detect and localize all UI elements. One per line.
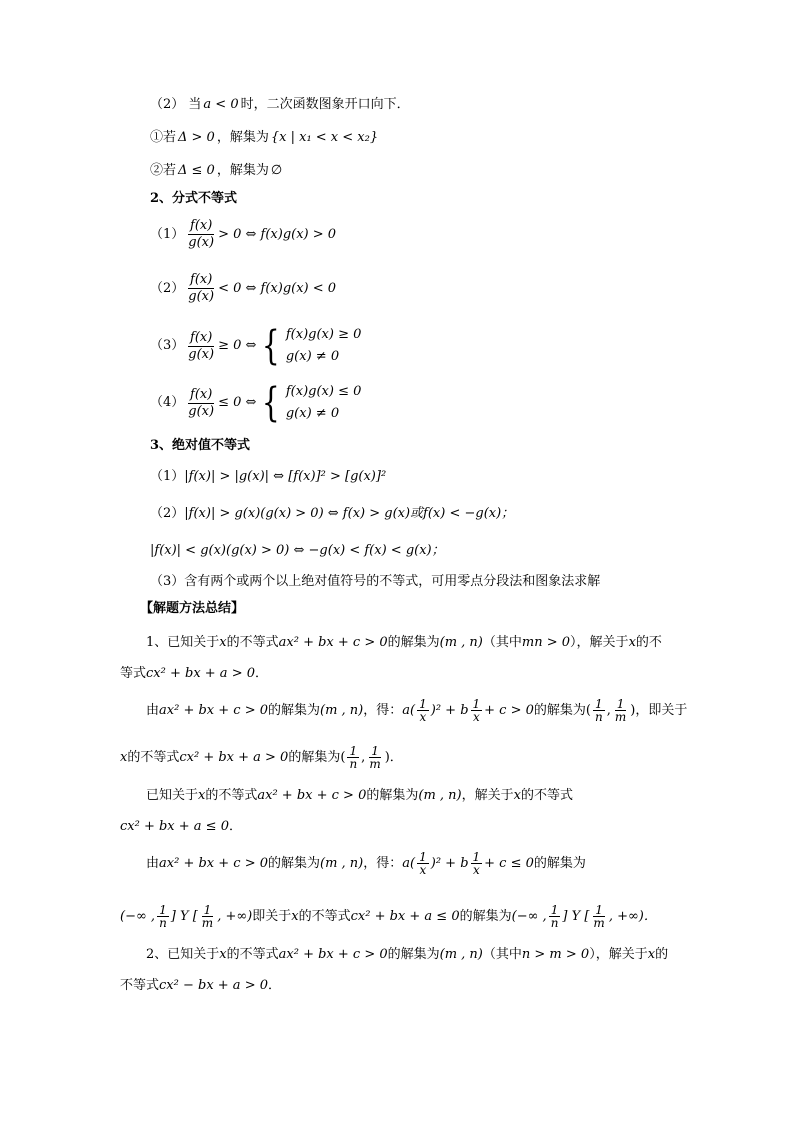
text: ．	[268, 978, 282, 993]
expression-part: a(	[402, 702, 416, 718]
interval-part: (−∞ ,	[511, 908, 547, 924]
denominator: m	[369, 757, 381, 771]
interval: (m , n)	[418, 788, 462, 803]
interval: (m , n)	[320, 855, 364, 871]
text: 不等式	[120, 978, 160, 993]
relation: ≥ 0 ⇔	[218, 338, 257, 353]
denominator: x	[472, 710, 480, 724]
denominator: n	[349, 757, 358, 771]
text: 的解集为	[387, 947, 440, 962]
text: ），解关于	[570, 635, 629, 650]
text: 的不等式	[226, 947, 279, 962]
text: 2、已知关于	[146, 947, 220, 962]
denominator: x	[472, 863, 480, 877]
var: x	[219, 947, 227, 962]
fraction	[186, 218, 216, 251]
numerator: f(x)	[190, 329, 213, 345]
section-heading-absolute	[150, 437, 250, 455]
system-row: f(x)g(x) ≥ 0	[285, 327, 362, 342]
absolute-inequality-3	[150, 573, 600, 591]
expression: ax² + bx + c > 0	[278, 947, 388, 962]
text: 的解集为	[268, 702, 321, 718]
solution-set: {x | x₁ < x < x₂}	[270, 130, 379, 145]
var: x	[219, 635, 227, 650]
condition: mn > 0	[521, 635, 571, 650]
text: 的不等式	[127, 749, 180, 765]
delta-nonpositive-line	[150, 162, 282, 180]
item-label: （2）	[150, 506, 185, 521]
fraction	[186, 387, 216, 420]
var: x	[628, 635, 636, 650]
empty-set: ∅	[270, 163, 283, 178]
interval-part: ] Y [	[562, 908, 590, 924]
text: ，即关于	[635, 702, 688, 718]
method-1-line-7	[146, 851, 586, 876]
fraction	[591, 904, 606, 929]
paren: )．	[384, 749, 403, 765]
item-label: ②若	[150, 163, 177, 178]
fraction	[593, 698, 605, 723]
denominator: g(x)	[188, 403, 215, 419]
expression: cx² + bx + a > 0	[179, 749, 289, 765]
expression: |f(x)| > |g(x)| ⇔ [f(x)]² > [g(x)]²	[184, 469, 387, 484]
numerator: f(x)	[190, 386, 213, 402]
denominator: x	[419, 863, 427, 877]
text: （3）含有两个或两个以上绝对值符号的不等式，可用零点分段法和图象法求解	[150, 574, 601, 589]
paren: (	[585, 702, 591, 718]
expression-part: + c > 0	[484, 702, 534, 718]
denominator: m	[593, 916, 605, 930]
numerator: f(x)	[190, 272, 213, 287]
var: x	[513, 788, 521, 803]
interval-part: , +∞)．	[608, 908, 657, 924]
text: 的解集为	[533, 855, 586, 871]
delta-condition: Δ > 0	[178, 130, 215, 145]
text: 的解集为	[387, 635, 440, 650]
case-2-line	[150, 96, 410, 114]
case-condition: a < 0	[203, 97, 239, 112]
text: 即关于	[252, 908, 292, 924]
text: 的	[655, 947, 669, 962]
numerator: 1	[371, 744, 379, 758]
method-1-line-2	[120, 665, 268, 683]
text: 由	[146, 855, 160, 871]
heading-text: 2、分式不等式	[150, 191, 238, 206]
text: 的不等式	[298, 908, 351, 924]
numerator: 1	[419, 850, 427, 864]
delta-condition: Δ ≤ 0	[178, 163, 215, 178]
item-text: ，解集为	[216, 130, 269, 145]
method-1-line-5	[146, 787, 573, 805]
relation: ≤ 0 ⇔	[218, 395, 257, 410]
expression: cx² + bx + a ≤ 0	[120, 819, 229, 834]
text: 的解集为	[288, 749, 341, 765]
numerator: f(x)	[190, 218, 213, 233]
numerator: 1	[419, 697, 427, 711]
text: 的不等式	[205, 788, 258, 803]
fraction	[186, 330, 216, 363]
denominator: n	[550, 916, 559, 930]
text: 等式	[120, 666, 147, 681]
item-label: （4）	[150, 395, 185, 410]
section-heading-methods	[140, 600, 244, 618]
left-brace-icon: {	[262, 323, 281, 369]
system-rows	[286, 324, 362, 368]
method-1-line-4	[120, 745, 403, 770]
interval-part: ] Y [	[170, 908, 198, 924]
system-row: f(x)g(x) ≤ 0	[285, 384, 362, 399]
text: ），解关于	[589, 947, 648, 962]
section-heading-fraction	[150, 190, 237, 208]
rhs: > 0 ⇔ f(x)g(x) > 0	[218, 226, 337, 242]
text: 1、已知关于	[146, 635, 220, 650]
fraction-inequality-3	[150, 324, 361, 368]
text: 由	[146, 702, 160, 718]
text: ，得：	[363, 855, 403, 871]
expression-part: )² + b	[430, 855, 469, 871]
left-brace-icon: {	[262, 380, 281, 426]
fraction	[417, 851, 429, 876]
method-1-line-3	[146, 698, 687, 723]
text: 的解集为	[533, 702, 586, 718]
paren: )	[630, 702, 636, 718]
numerator: 1	[472, 697, 481, 711]
method-2-line-2	[120, 977, 281, 995]
interval: (m , n)	[320, 702, 364, 718]
fraction	[471, 698, 483, 723]
text: 的不等式	[520, 788, 573, 803]
item-label: ①若	[150, 130, 177, 145]
var: x	[120, 749, 128, 765]
text: （其中	[482, 947, 522, 962]
rhs: < 0 ⇔ f(x)g(x) < 0	[218, 280, 337, 296]
expression-part: a(	[402, 855, 416, 871]
comma: ,	[361, 749, 366, 765]
fraction-inequality-1	[150, 218, 336, 251]
expression-part: + c ≤ 0	[484, 855, 534, 871]
item-label: （1）	[150, 469, 185, 484]
condition: n > m > 0	[521, 947, 590, 962]
text: 的解集为	[366, 788, 419, 803]
absolute-inequality-2b	[150, 542, 445, 560]
text: ．	[228, 819, 242, 834]
expression-part: )² + b	[430, 702, 469, 718]
denominator: n	[594, 710, 603, 724]
fraction	[200, 904, 215, 929]
fraction-inequality-4	[150, 381, 361, 425]
system-row: g(x) ≠ 0	[285, 349, 340, 364]
item-text: ，解集为	[216, 163, 269, 178]
fraction	[347, 745, 359, 770]
system-row: g(x) ≠ 0	[285, 406, 340, 421]
numerator: 1	[159, 903, 167, 917]
method-1-line-8	[120, 904, 657, 929]
delta-positive-line	[150, 129, 378, 147]
expression: cx² + bx + a > 0	[146, 666, 255, 681]
fraction	[367, 745, 382, 770]
interval-part: , +∞)	[217, 908, 253, 924]
case-text: 时，二次函数图象开口向下．	[240, 97, 410, 112]
system-rows	[286, 381, 362, 425]
comma: ,	[606, 702, 611, 718]
var: x	[198, 788, 206, 803]
text: 的不	[635, 635, 662, 650]
numerator: 1	[203, 903, 212, 917]
denominator: m	[201, 916, 214, 930]
absolute-inequality-1	[150, 468, 386, 486]
denominator: g(x)	[188, 235, 215, 250]
expression: cx² + bx + a ≤ 0	[350, 908, 460, 924]
text: （其中	[482, 635, 522, 650]
text: 的解集为	[268, 855, 321, 871]
interval: (m , n)	[439, 635, 483, 650]
method-1-line-1	[146, 634, 662, 652]
interval-part: (−∞ ,	[120, 908, 156, 924]
item-label: （3）	[150, 338, 185, 353]
text: 的不等式	[226, 635, 279, 650]
expression: |f(x)| < g(x)(g(x) > 0) ⇔ −g(x) < f(x) < g(x)；	[150, 543, 445, 558]
var: x	[291, 908, 299, 924]
case-label: （2） 当	[150, 97, 202, 112]
text: ，解关于	[461, 788, 514, 803]
expression: |f(x)| > g(x)(g(x) > 0) ⇔ f(x) > g(x)或f(x) < −g(x)；	[184, 506, 515, 521]
text: 已知关于	[146, 788, 199, 803]
denominator: g(x)	[188, 346, 215, 362]
absolute-inequality-2	[150, 505, 514, 523]
item-label: （1）	[150, 226, 185, 242]
denominator: n	[159, 916, 167, 930]
fraction	[157, 904, 169, 929]
denominator: x	[419, 710, 427, 724]
fraction-inequality-2	[150, 272, 336, 305]
denominator: m	[614, 710, 627, 724]
fraction	[186, 272, 216, 305]
numerator: 1	[550, 903, 559, 917]
method-2-line-1	[146, 946, 668, 964]
text: ．	[255, 666, 269, 681]
var: x	[647, 947, 656, 962]
method-1-line-6	[120, 818, 242, 836]
text: 的解集为	[459, 908, 512, 924]
system-brace	[258, 381, 361, 425]
system-brace	[258, 324, 361, 368]
expression: ax² + bx + c > 0	[159, 855, 268, 871]
numerator: 1	[595, 903, 603, 917]
expression: ax² + bx + c > 0	[159, 702, 268, 718]
fraction	[471, 851, 483, 876]
expression: cx² − bx + a > 0	[159, 978, 268, 993]
heading-text: 3、绝对值不等式	[150, 438, 251, 453]
heading-text: 【解题方法总结】	[140, 601, 245, 616]
fraction	[549, 904, 561, 929]
interval: (m , n)	[439, 947, 483, 962]
numerator: 1	[595, 697, 603, 711]
numerator: 1	[349, 744, 358, 758]
expression: ax² + bx + c > 0	[278, 635, 388, 650]
numerator: 1	[616, 697, 625, 711]
item-label: （2）	[150, 280, 185, 296]
text: ，得：	[363, 702, 403, 718]
denominator: g(x)	[188, 289, 215, 304]
fraction	[417, 698, 429, 723]
expression: ax² + bx + c > 0	[257, 788, 367, 803]
paren: (	[340, 749, 346, 765]
numerator: 1	[472, 850, 481, 864]
fraction	[613, 698, 628, 723]
